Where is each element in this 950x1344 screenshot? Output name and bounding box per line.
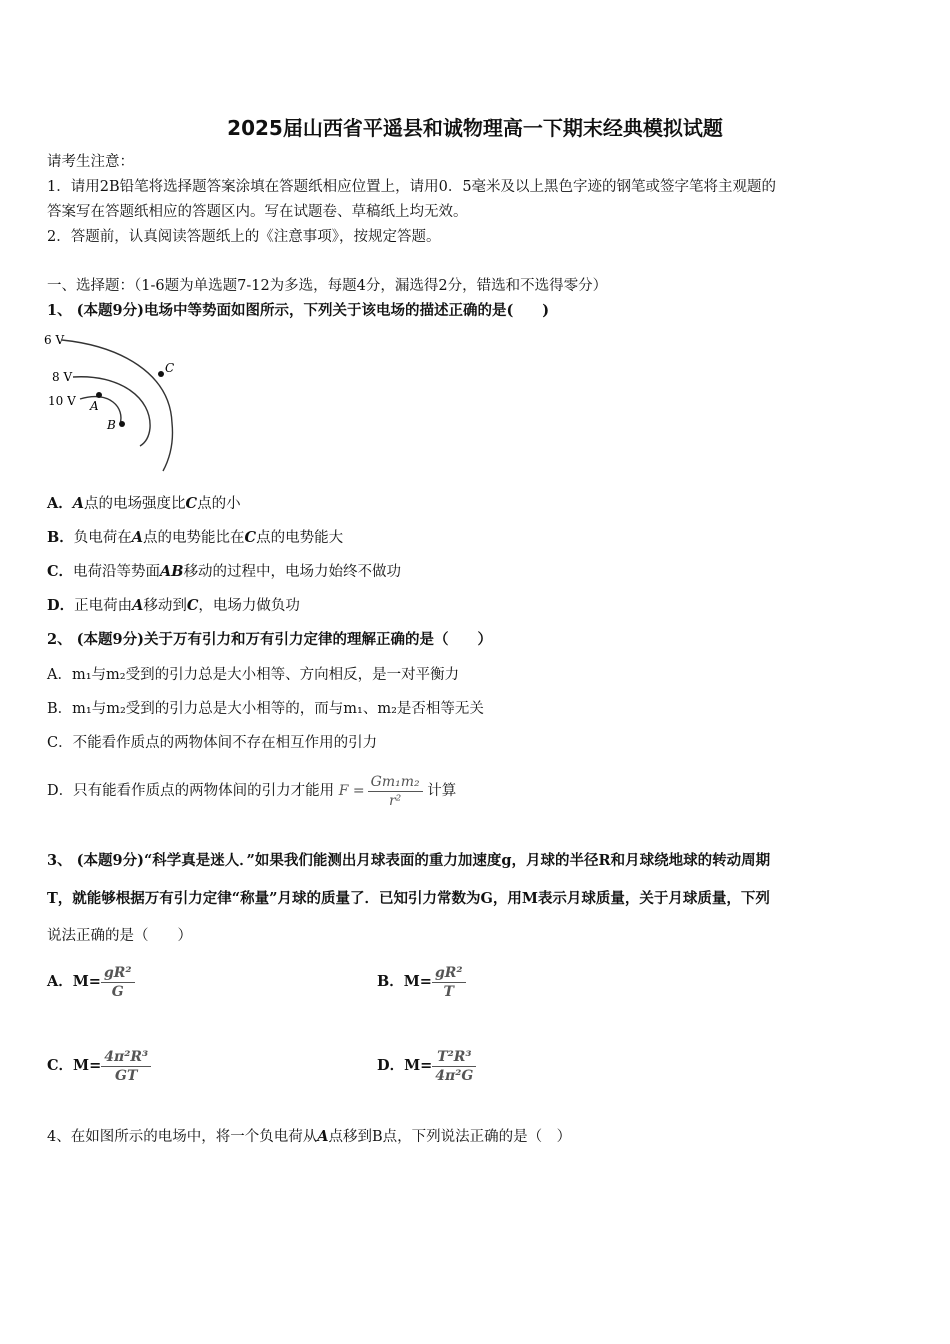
- option-var: A: [72, 495, 85, 512]
- gravity-formula: [339, 773, 423, 810]
- q3-option-d[interactable]: [377, 1046, 476, 1086]
- fraction-numerator: 4π²R³: [101, 1048, 151, 1067]
- q3-stem-line-1: 3、 (本题9分)“科学真是迷人．”如果我们能测出月球表面的重力加速度g，月球的半径R和月球绕地球的转动周期: [47, 852, 771, 869]
- label-a: A: [90, 399, 99, 413]
- option-text: ，电场力做负功: [198, 598, 300, 614]
- option-text: 点的电势能比在: [143, 530, 245, 546]
- option-label: A．M=: [47, 973, 101, 990]
- option-text: D．只有能看作质点的两物体间的引力才能用: [47, 783, 335, 799]
- option-text: 正电荷由: [74, 598, 133, 614]
- fraction-numerator: gR²: [101, 964, 135, 983]
- q3-option-a[interactable]: [47, 962, 135, 1002]
- label-b: B: [107, 418, 116, 432]
- option-var: AB: [160, 563, 184, 580]
- notice-line-2: 答案写在答题纸相应的答题区内。写在试题卷、草稿纸上均无效。: [47, 204, 468, 220]
- option-var: A: [131, 529, 144, 546]
- notice-line-1: 1．请用2B铅笔将选择题答案涂填在答题纸相应位置上，请用0．5毫米及以上黑色字迹的钢笔或签字笔将主观题的: [47, 179, 777, 195]
- q1-option-b[interactable]: [47, 528, 343, 548]
- point-c: [158, 371, 164, 377]
- q1-option-a[interactable]: [47, 494, 241, 514]
- option-text: 电荷沿等势面: [73, 564, 161, 580]
- option-var: A: [132, 597, 144, 614]
- q1-option-c[interactable]: [47, 562, 401, 582]
- option-label: B．: [47, 529, 74, 546]
- q2-stem: 2、 (本题9分)关于万有引力和万有引力定律的理解正确的是（ ）: [47, 631, 492, 648]
- q2-option-a[interactable]: A．m₁与m₂受到的引力总是大小相等、方向相反，是一对平衡力: [47, 667, 460, 683]
- option-text: 计算: [427, 783, 457, 799]
- option-label: A．: [47, 495, 73, 512]
- option-text: 移动的过程中，电场力始终不做功: [183, 564, 402, 580]
- option-var: C: [185, 495, 198, 512]
- q3-stem-line-2: T，就能够根据万有引力定律“称量”月球的质量了．已知引力常数为G，用M表示月球质量，关于月球质量，下列: [47, 890, 770, 907]
- option-text: 负电荷在: [73, 530, 132, 546]
- option-label: C．: [47, 563, 74, 580]
- fraction-numerator: gR²: [432, 964, 466, 983]
- notice-heading: 请考生注意：: [47, 154, 134, 170]
- section-heading: 一、选择题：（1-6题为单选题7-12为多选，每题4分，漏选得2分，错选和不选得零分）: [47, 278, 608, 294]
- notice-line-3: 2．答题前，认真阅读答题纸上的《注意事项》，按规定答题。: [47, 229, 441, 245]
- fraction-denominator: T: [443, 983, 454, 1000]
- option-a-fraction: [101, 964, 135, 1001]
- option-label: D．M=: [377, 1057, 433, 1074]
- option-text: 点的电势能大: [256, 530, 344, 546]
- point-b: [119, 421, 125, 427]
- q3-option-c[interactable]: [47, 1046, 151, 1086]
- option-var: C: [244, 529, 257, 546]
- label-6v: 6 V: [44, 333, 65, 347]
- option-text: 点的电场强度比: [84, 496, 186, 512]
- fraction-numerator: T²R³: [432, 1048, 476, 1067]
- point-a: [96, 392, 102, 398]
- q4-text: 点移到B点，下列说法正确的是（ ）: [328, 1129, 572, 1145]
- q4-stem: [47, 1127, 571, 1147]
- q4-var: A: [317, 1128, 329, 1145]
- q1-stem: 1、 (本题9分)电场中等势面如图所示，下列关于该电场的描述正确的是( ): [47, 302, 550, 319]
- q4-text: 4、在如图所示的电场中，将一个负电荷从: [47, 1129, 318, 1145]
- q2-option-d[interactable]: [47, 770, 456, 812]
- q2-option-c[interactable]: C．不能看作质点的两物体间不存在相互作用的引力: [47, 735, 378, 751]
- option-var: C: [186, 597, 199, 614]
- option-label: C．M=: [47, 1057, 102, 1074]
- option-b-fraction: [432, 964, 466, 1001]
- equipotential-figure: [40, 328, 190, 478]
- formula-denominator: r²: [388, 792, 402, 809]
- option-c-fraction: [101, 1048, 151, 1085]
- option-d-fraction: [432, 1048, 476, 1085]
- option-label: B．M=: [377, 973, 432, 990]
- page-title: 2025届山西省平遥县和诚物理高一下期末经典模拟试题: [227, 116, 723, 140]
- label-10v: 10 V: [48, 394, 76, 408]
- q1-option-d[interactable]: [47, 596, 300, 616]
- q2-option-b[interactable]: B．m₁与m₂受到的引力总是大小相等的，而与m₁、m₂是否相等无关: [47, 701, 484, 717]
- option-text: 点的小: [197, 496, 241, 512]
- q3-stem-line-3: 说法正确的是（ ）: [47, 928, 192, 944]
- label-c: C: [165, 361, 175, 375]
- fraction-denominator: G: [111, 983, 124, 1000]
- equipotential-8v: [73, 377, 150, 446]
- option-text: 移动到: [143, 598, 187, 614]
- formula-lhs: F =: [338, 783, 365, 799]
- option-label: D．: [47, 597, 75, 614]
- fraction-denominator: 4π²G: [435, 1067, 474, 1084]
- fraction-denominator: GT: [115, 1067, 138, 1084]
- label-8v: 8 V: [52, 370, 73, 384]
- q3-option-b[interactable]: [377, 962, 466, 1002]
- formula-numerator: Gm₁m₂: [368, 773, 423, 792]
